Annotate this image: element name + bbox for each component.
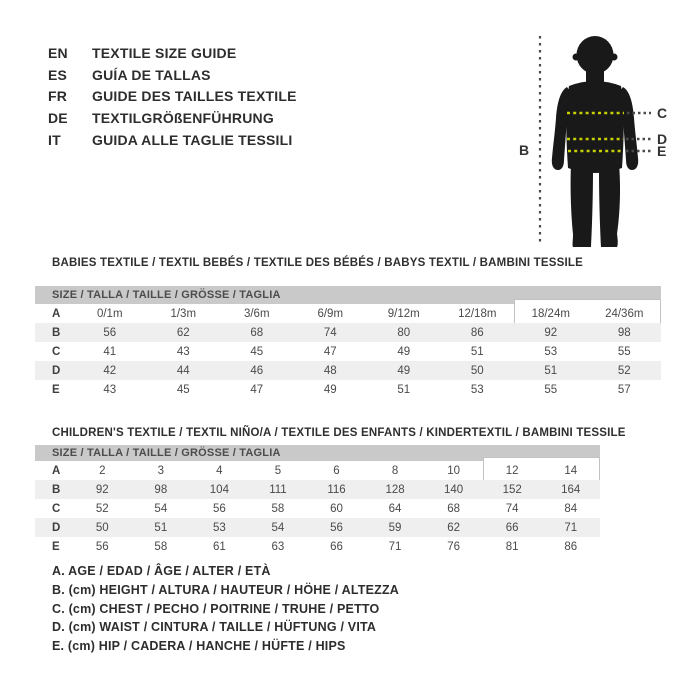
cell: 53	[212, 521, 226, 534]
language-code: FR	[48, 88, 68, 105]
measurement-legend	[52, 564, 399, 658]
cell: 49	[323, 383, 337, 396]
height-label: B	[519, 142, 530, 158]
language-code: EN	[48, 45, 68, 61]
cell: 5	[274, 464, 282, 477]
table-body	[35, 461, 600, 556]
cell: 68	[250, 326, 264, 339]
cell: 58	[271, 502, 285, 515]
cell: 9/12m	[387, 307, 420, 320]
cell: 60	[330, 502, 343, 515]
language-code: ES	[48, 66, 68, 83]
child-silhouette	[552, 36, 638, 247]
table-row	[35, 361, 661, 380]
cell: 57	[617, 383, 631, 396]
cell: 51	[544, 364, 558, 377]
cell: 92	[544, 326, 558, 339]
row-label: A	[52, 307, 61, 320]
cell: 104	[209, 483, 229, 496]
language-row	[48, 110, 468, 132]
language-title: TEXTILGRÖßENFÜHRUNG	[92, 110, 274, 127]
cell: 92	[95, 483, 109, 496]
cell: 43	[103, 383, 117, 396]
cell: 66	[505, 521, 519, 534]
row-label: E	[52, 383, 60, 396]
cell: 71	[564, 521, 578, 534]
cell: 47	[250, 383, 264, 396]
cell: 76	[447, 540, 460, 553]
cell: 12/18m	[458, 307, 497, 320]
cell: 45	[250, 345, 264, 358]
cell: 1/3m	[170, 307, 197, 320]
cell: 98	[617, 326, 631, 339]
cell: 62	[447, 521, 460, 534]
cell: 59	[388, 521, 402, 534]
cell: 56	[103, 326, 117, 339]
language-list	[48, 45, 468, 153]
table-row	[35, 537, 600, 556]
cell: 24/36m	[605, 307, 644, 320]
cell: 152	[502, 483, 522, 496]
cell: 6/9m	[317, 307, 344, 320]
cell: 8	[391, 464, 399, 477]
cell: 3/6m	[243, 307, 270, 320]
cell: 41	[103, 345, 117, 358]
language-code: DE	[48, 110, 68, 127]
table-row	[35, 480, 600, 499]
row-label: C	[52, 502, 61, 515]
cell: 84	[564, 502, 578, 515]
children-size-table	[35, 445, 600, 556]
legend-line: D. (cm) WAIST / CINTURA / TAILLE / HÜFTUNG / VITA	[52, 620, 377, 635]
cell: 86	[564, 540, 578, 553]
language-row	[48, 45, 468, 67]
babies-section-title: BABIES TEXTILE / TEXTIL BEBÉS / TEXTILE DES BÉBÉS / BABYS TEXTIL / BAMBINI TESSILE	[52, 257, 583, 269]
children-table-header: SIZE / TALLA / TAILLE / GRÖSSE / TAGLIA	[35, 445, 600, 461]
cell: 49	[397, 364, 411, 377]
hip-label: E	[657, 143, 667, 159]
cell: 98	[154, 483, 168, 496]
cell: 2	[99, 464, 106, 477]
language-code: IT	[48, 131, 61, 148]
language-row	[48, 132, 468, 154]
table-row	[35, 304, 661, 323]
cell: 86	[470, 326, 484, 339]
row-label: B	[52, 326, 61, 339]
cell: 66	[330, 540, 343, 553]
cell: 80	[397, 326, 411, 339]
cell: 58	[154, 540, 168, 553]
cell: 53	[544, 345, 558, 358]
cell: 74	[505, 502, 519, 515]
cell: 14	[564, 464, 578, 477]
cell: 42	[103, 364, 117, 377]
cell: 46	[250, 364, 264, 377]
waist-label: D	[657, 131, 668, 147]
cell: 55	[617, 345, 631, 358]
cell: 61	[212, 540, 226, 553]
language-title: GUÍA DE TALLAS	[92, 66, 211, 83]
cell: 10	[447, 464, 460, 477]
cell: 0/1m	[96, 307, 123, 320]
children-section-title: CHILDREN'S TEXTILE / TEXTIL NIÑO/A / TEXTILE DES ENFANTS / KINDERTEXTIL / BAMBINI TESSILE	[52, 427, 626, 439]
cell: 55	[544, 383, 558, 396]
language-title: GUIDA ALLE TAGLIE TESSILI	[92, 131, 293, 148]
cell: 54	[154, 502, 168, 515]
table-row	[35, 518, 600, 537]
cell: 56	[212, 502, 226, 515]
row-label: D	[52, 364, 61, 377]
cell: 128	[385, 483, 405, 496]
language-row	[48, 88, 468, 110]
cell: 51	[397, 383, 411, 396]
legend-line: A. AGE / EDAD / ÂGE / ALTER / ETÀ	[52, 564, 271, 578]
cell: 116	[327, 483, 346, 496]
chest-label: C	[657, 105, 668, 121]
cell: 48	[323, 364, 337, 377]
cell: 164	[561, 483, 581, 496]
cell: 12	[505, 464, 519, 477]
row-label: B	[52, 483, 61, 496]
cell: 51	[470, 345, 484, 358]
cell: 51	[154, 521, 168, 534]
cell: 44	[176, 364, 190, 377]
cell: 45	[176, 383, 190, 396]
cell: 3	[157, 464, 165, 477]
cell: 18/24m	[531, 307, 570, 320]
cell: 68	[447, 502, 460, 515]
cell: 62	[176, 326, 190, 339]
table-row	[35, 461, 600, 480]
table-row	[35, 499, 600, 518]
cell: 56	[330, 521, 343, 534]
row-label: E	[52, 540, 60, 553]
cell: 4	[216, 464, 223, 477]
babies-size-table	[35, 286, 661, 399]
cell: 47	[323, 345, 337, 358]
row-label: D	[52, 521, 61, 534]
cell: 53	[470, 383, 484, 396]
child-silhouette-figure	[505, 28, 700, 260]
language-title: TEXTILE SIZE GUIDE	[92, 45, 237, 61]
cell: 6	[333, 464, 340, 477]
cell: 52	[617, 364, 631, 377]
legend-line: E. (cm) HIP / CADERA / HANCHE / HÜFTE / HIPS	[52, 639, 346, 654]
cell: 140	[444, 483, 464, 496]
babies-table-header: SIZE / TALLA / TAILLE / GRÖSSE / TAGLIA	[35, 286, 661, 304]
cell: 54	[271, 521, 285, 534]
cell: 50	[95, 521, 109, 534]
legend-line: C. (cm) CHEST / PECHO / POITRINE / TRUHE / PETTO	[52, 601, 380, 616]
cell: 49	[397, 345, 411, 358]
cell: 56	[95, 540, 109, 553]
table-row	[35, 323, 661, 342]
cell: 63	[271, 540, 285, 553]
cell: 74	[323, 326, 337, 339]
cell: 81	[505, 540, 519, 553]
legend-line: B. (cm) HEIGHT / ALTURA / HAUTEUR / HÖHE / ALTEZZA	[52, 582, 400, 597]
row-label: A	[52, 464, 61, 477]
cell: 71	[388, 540, 402, 553]
language-row	[48, 67, 468, 89]
cell: 50	[470, 364, 484, 377]
cell: 43	[176, 345, 190, 358]
language-title: GUIDE DES TAILLES TEXTILE	[92, 88, 297, 105]
table-row	[35, 342, 661, 361]
table-row	[35, 380, 661, 399]
cell: 111	[269, 483, 287, 496]
cell: 64	[388, 502, 402, 515]
row-label: C	[52, 345, 61, 358]
cell: 52	[95, 502, 109, 515]
table-body	[35, 304, 661, 399]
